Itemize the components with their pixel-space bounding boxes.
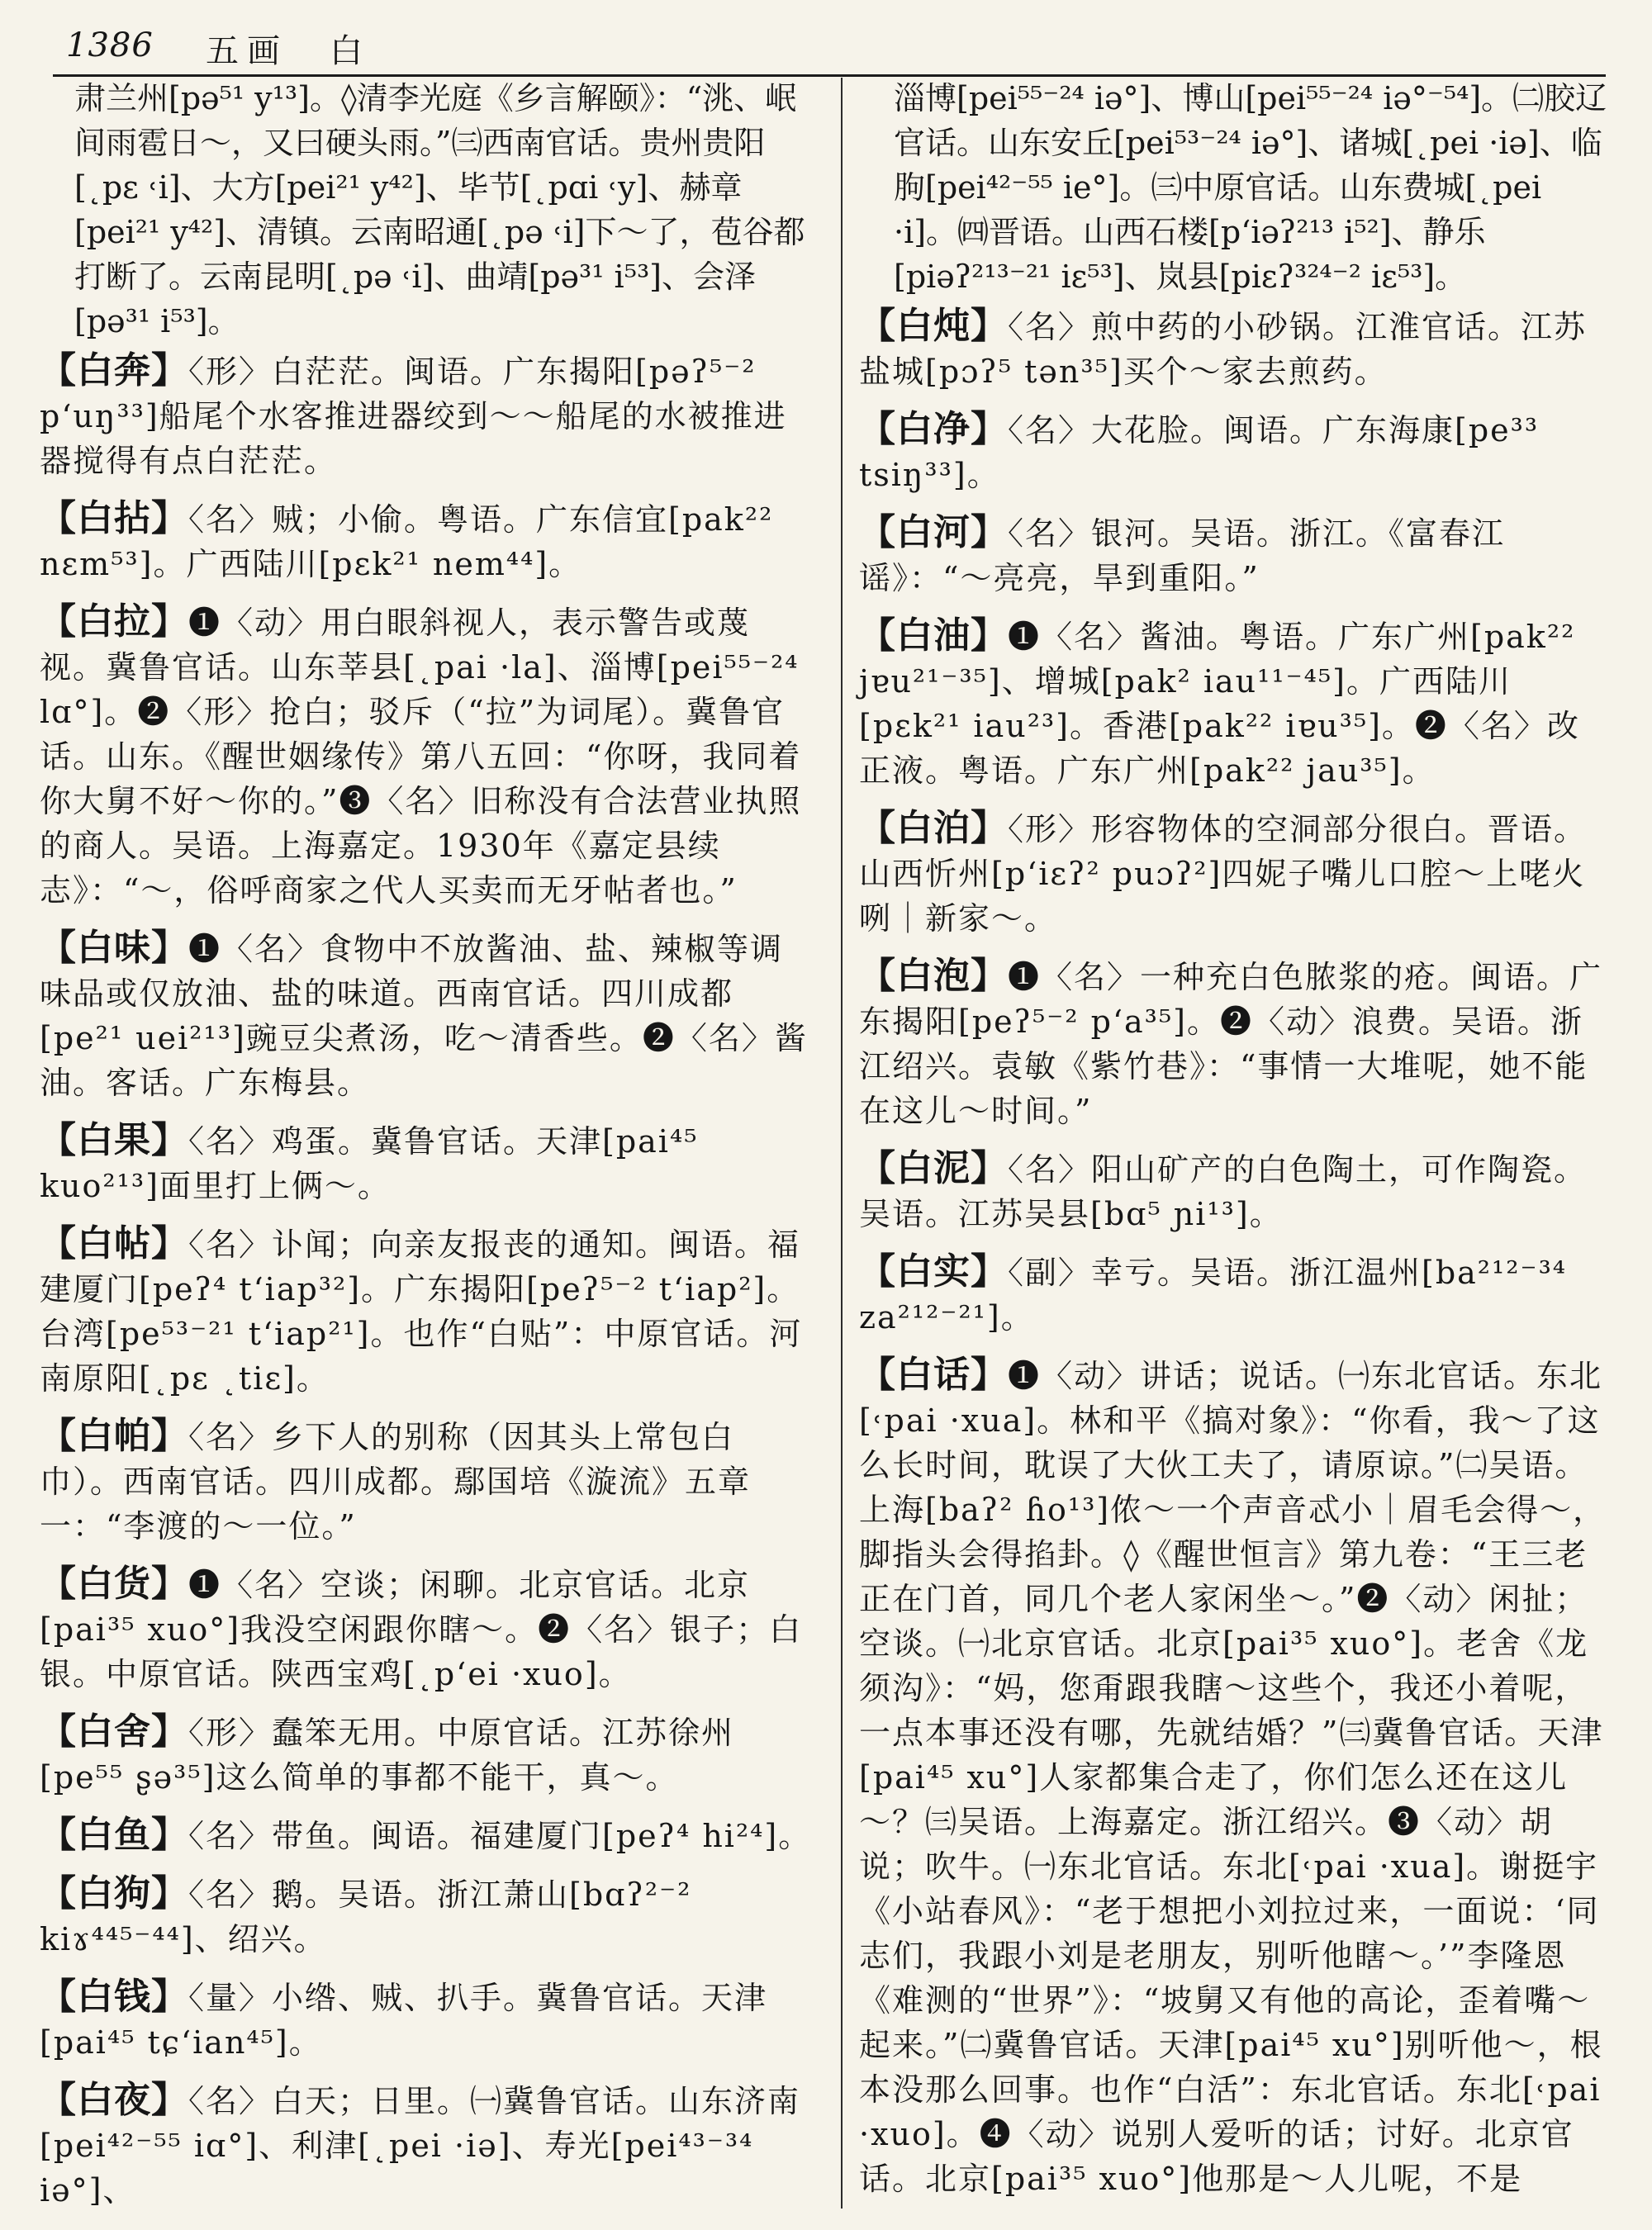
dictionary-entry [859, 407, 1611, 497]
continuation-text: 淄博[pei⁵⁵⁻²⁴ iə°]、博山[pei⁵⁵⁻²⁴ iə°⁻⁵⁴]。㈡胶辽官话。山东安丘[pei⁵³⁻²⁴ iə°]、诸城[˛pei ·iə]、临朐[pei⁴²⁻⁵⁵ ie°]。㈢中原官话。山东费城[˛pei ·i]。㈣晋语。山西石楼[p‘iəʔ²¹³ i⁵²]、静乐[piəʔ²¹³⁻²¹ iɛ⁵³]、岚县[piɛʔ³²⁴⁻² iɛ⁵³]。 [894, 80, 1607, 295]
entry-headword: 【白实】 [859, 1250, 1008, 1293]
dictionary-entry [40, 349, 812, 483]
dictionary-entry [859, 1146, 1611, 1236]
page-title: 五画 白 [206, 32, 371, 70]
entry-text: 〈名〉煎中药的小砂锅。江淮官话。江苏盐城[pɔʔ⁵ tən³⁵]买个～家去煎药。 [859, 309, 1588, 390]
entry-headword: 【白货】 [40, 1563, 188, 1605]
dictionary-entry [40, 1562, 812, 1696]
dictionary-entry [859, 1353, 1611, 2201]
entry-text: 〈名〉银河。吴语。浙江。《富春江谣》：“～亮亮，旱到重阳。” [859, 515, 1506, 596]
entry-text: ❶〈名〉空谈；闲聊。北京官话。北京[pai³⁵ xuo°]我没空闲跟你瞎～。❷〈名〉银子；白银。中原官话。陕西宝鸡[˛p‘ei ·xuo]。 [40, 1567, 803, 1692]
entry-headword: 【白泡】 [859, 955, 1008, 997]
dictionary-entry [859, 1250, 1611, 1340]
entry-headword: 【白河】 [859, 511, 1008, 553]
right-column [859, 76, 1611, 2214]
page-number: 1386 [66, 26, 154, 64]
entry-headword: 【白夜】 [40, 2079, 188, 2121]
dictionary-entry [40, 1118, 812, 1208]
entry-text: 〈名〉带鱼。闽语。福建厦门[peʔ⁴ hi²⁴]。 [188, 1818, 812, 1854]
entry-text: ❶〈动〉用白眼斜视人，表示警告或蔑视。冀鲁官话。山东莘县[˛pai ·la]、淄博[pei⁵⁵⁻²⁴ lɑ°]。❷〈形〉抢白；驳斥（“拉”为词尾）。冀鲁官话。山东。《醒世姻缘传》第八五回：“你呀，我同着你大舅不好～你的。”❸〈名〉旧称没有合法营业执照的商人。吴语。上海嘉定。1930年《嘉定县续志》：“～，俗呼商家之代人买卖而无牙帖者也。” [40, 605, 802, 909]
entry-text: 〈形〉蠢笨无用。中原官话。江苏徐州[pe⁵⁵ ʂə³⁵]这么简单的事都不能干，真～。 [40, 1715, 735, 1796]
entry-text: 〈名〉讣闻；向亲友报丧的通知。闽语。福建厦门[peʔ⁴ t‘iap³²]。广东揭阳[peʔ⁵⁻² t‘iap²]。台湾[pe⁵³⁻²¹ t‘iap²¹]。也作“白贴”：中原官话。河南原阳[˛pɛ ˛tiɛ]。 [40, 1226, 803, 1397]
entry-headword: 【白油】 [859, 614, 1008, 657]
entry-text: 〈量〉小绺、贼、扒手。冀鲁官话。天津[pai⁴⁵ tɕ‘ian⁴⁵]。 [40, 1980, 768, 2061]
entry-text: 〈名〉鸡蛋。冀鲁官话。天津[pai⁴⁵ kuo²¹³]面里打上俩～。 [40, 1123, 699, 1204]
dictionary-entry [40, 496, 812, 586]
dictionary-entry [859, 614, 1611, 793]
left-column [40, 76, 812, 2226]
entry-text: 〈名〉阳山矿产的白色陶土，可作陶瓷。吴语。江苏吴县[bɑ⁵ ɲi¹³]。 [859, 1151, 1588, 1232]
dictionary-entry [859, 954, 1611, 1133]
entry-text: 〈名〉乡下人的别称（因其头上常包白巾）。西南官话。四川成都。鄢国培《漩流》五章一：“李渡的～一位。” [40, 1419, 752, 1544]
dictionary-entry [40, 1813, 812, 1858]
entry-headword: 【白泊】 [859, 807, 1008, 849]
dictionary-entry [859, 510, 1611, 600]
entry-text: 〈形〉形容物体的空洞部分很白。晋语。山西忻州[p‘iɛʔ² puɔʔ²]四妮子嘴儿口腔～上咾火咧｜新家～。 [859, 811, 1588, 937]
entry-text: ❶〈名〉食物中不放酱油、盐、辣椒等调味品或仅放油、盐的味道。西南官话。四川成都[pe²¹ uei²¹³]豌豆尖煮汤，吃～清香些。❷〈名〉酱油。客话。广东梅县。 [40, 931, 808, 1101]
entry-headword: 【白话】 [859, 1354, 1008, 1396]
dictionary-entry [40, 1414, 812, 1549]
column-divider [841, 78, 843, 2209]
entry-headword: 【白泥】 [859, 1147, 1008, 1189]
entry-text: ❶〈名〉酱油。粤语。广东广州[pak²² jɐu²¹⁻³⁵]、增城[pak² iau¹¹⁻⁴⁵]。广西陆川[pɛk²¹ iau²³]。香港[pak²² iɐu³⁵]。❷〈名〉改正液。粤语。广东广州[pak²² jau³⁵]。 [859, 619, 1580, 789]
dictionary-entry [40, 926, 812, 1105]
dictionary-entry [40, 1975, 812, 2065]
entry-headword: 【白钱】 [40, 1976, 188, 2018]
dictionary-entry [40, 1222, 812, 1401]
entry-text: 〈名〉大花脸。闽语。广东海康[pe³³ tsiŋ³³]。 [859, 412, 1540, 493]
entry-text: 〈名〉白天；日里。㈠冀鲁官话。山东济南[pei⁴²⁻⁵⁵ iɑ°]、利津[˛pei ·iə]、寿光[pei⁴³⁻³⁴ iə°]、 [40, 2083, 801, 2209]
entry-text: 〈形〉白茫茫。闽语。广东揭阳[pəʔ⁵⁻² p‘uŋ³³]船尾个水客推进器绞到～～船尾的水被推进器搅得有点白茫茫。 [40, 353, 787, 479]
dictionary-entry [40, 2078, 812, 2213]
entry-headword: 【白拉】 [40, 600, 188, 643]
dictionary-entry [40, 600, 812, 913]
entry-headword: 【白狗】 [40, 1872, 188, 1914]
continuation-text: 肃兰州[pə⁵¹ y¹³]。◊清李光庭《乡言解颐》：“洮、岷间雨雹日～，又曰硬头雨。”㈢西南官话。贵州贵阳[˛pɛ ˓i]、大方[pei²¹ y⁴²]、毕节[˛pɑi ˓y]、赫章[pei²¹ y⁴²]、清镇。云南昭通[˛pə ˓i]下～了，苞谷都打断了。云南昆明[˛pə ˓i]、曲靖[pə³¹ i⁵³]、会泽[pə³¹ i⁵³]。 [74, 80, 805, 339]
entry-text: ❶〈名〉一种充白色脓浆的疮。闽语。广东揭阳[peʔ⁵⁻² p‘a³⁵]。❷〈动〉浪费。吴语。浙江绍兴。袁敏《紫竹巷》：“事情一大堆呢，她不能在这儿～时间。” [859, 959, 1603, 1129]
entry-headword: 【白果】 [40, 1119, 188, 1161]
dictionary-entry [859, 304, 1611, 394]
entry-headword: 【白舍】 [40, 1710, 188, 1753]
entry-headword: 【白炖】 [859, 305, 1008, 347]
dictionary-entry [859, 806, 1611, 941]
entry-text: 〈副〉幸亏。吴语。浙江温州[ba²¹²⁻³⁴ za²¹²⁻²¹]。 [859, 1255, 1568, 1336]
entry-text: 〈名〉贼；小偷。粤语。广东信宜[pak²² nɛm⁵³]。广西陆川[pɛk²¹ nem⁴⁴]。 [40, 501, 774, 582]
entry-headword: 【白净】 [859, 408, 1008, 450]
entry-text: 〈名〉鹅。吴语。浙江萧山[bɑʔ²⁻² kiɤ⁴⁴⁵⁻⁴⁴]、绍兴。 [40, 1877, 692, 1957]
dictionary-entry [40, 1710, 812, 1800]
entry-headword: 【白鱼】 [40, 1814, 188, 1856]
entry-headword: 【白味】 [40, 927, 188, 969]
entry-headword: 【白拈】 [40, 497, 188, 539]
entry-headword: 【白奔】 [40, 349, 188, 391]
entry-headword: 【白帕】 [40, 1415, 188, 1457]
dictionary-entry [40, 1872, 812, 1962]
entry-headword: 【白帖】 [40, 1222, 188, 1264]
page-header [53, 23, 1606, 73]
entry-text: ❶〈动〉讲话；说话。㈠东北官话。东北[˓pai ·xua]。林和平《搞对象》：“你看，我～了这么长时间，耽误了大伙工夫了，请原谅。”㈡吴语。上海[baʔ² ɦo¹³]侬～一个声音忒小｜眉毛会得～，脚指头会得掐卦。◊《醒世恒言》第九卷：“王三老正在门首，同几个老人家闲坐～。”❷〈动〉闲扯；空谈。㈠北京官话。北京[pai³⁵ xuo°]。老舍《龙须沟》：“妈，您甭跟我瞎～这些个，我还小着呢，一点本事还没有哪，先就结婚？”㈢冀鲁官话。天津[pai⁴⁵ xu°]人家都集合走了，你们怎么还在这儿～？㈢吴语。上海嘉定。浙江绍兴。❸〈动〉胡说；吹牛。㈠东北官话。东北[˓pai ·xua]。谢挺宇《小站春风》：“老于想把小刘拉过来，一面说：‘同志们，我跟小刘是老朋友，别听他瞎～。’”李隆恩《难测的“世界”》：“坡舅又有他的高论，歪着嘴～起来。”㈡冀鲁官话。天津[pai⁴⁵ xu°]别听他～，根本没那么回事。也作“白活”：东北官话。东北[˓pai ·xuo]。❹〈动〉说别人爱听的话；讨好。北京官话。北京[pai³⁵ xuo°]他那是～人儿呢，不是 [859, 1358, 1607, 2197]
